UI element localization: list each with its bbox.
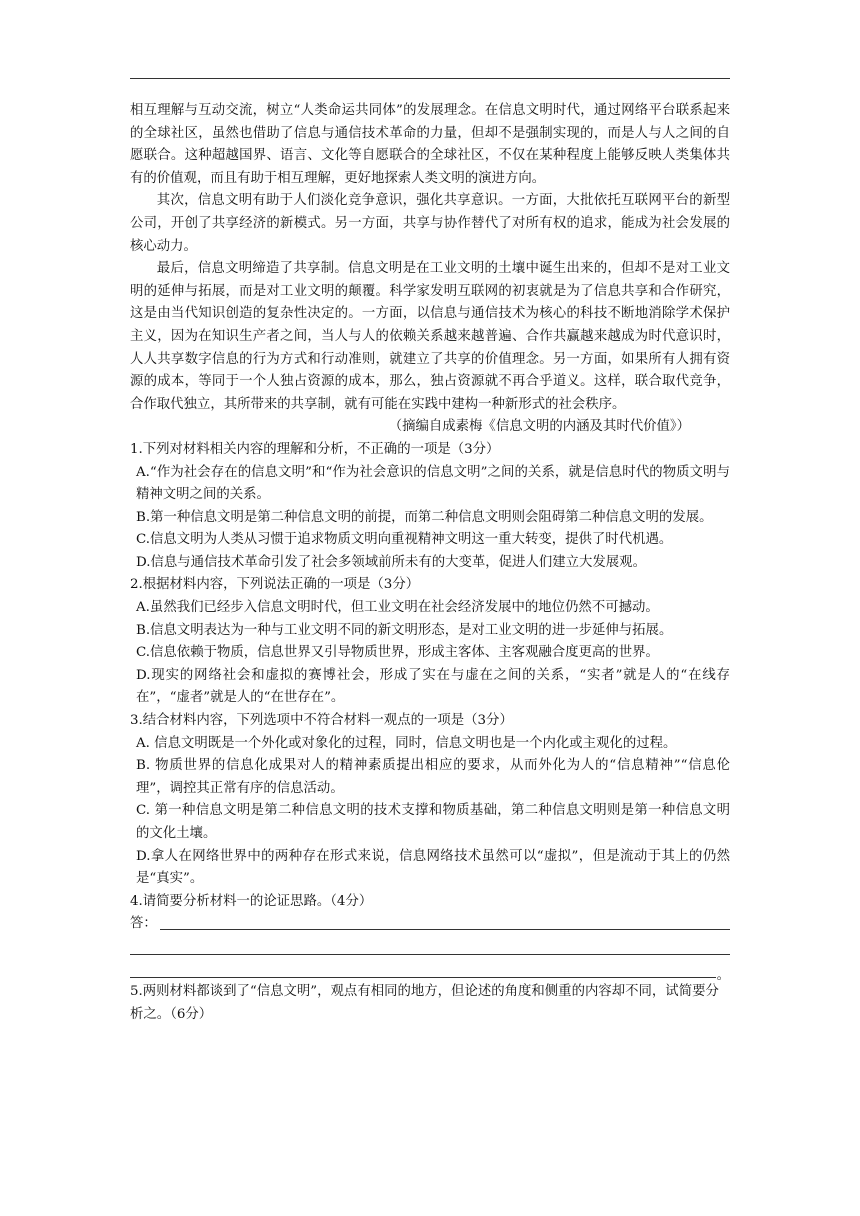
question-1-option-c: C.信息文明为人类从习惯于追求物质文明向重视精神文明这一重大转变，提供了时代机遇。 [136, 532, 673, 548]
question-2-option-a: A.虽然我们已经步入信息文明时代，但工业文明在社会经济发展中的地位仍然不可撼动。 [136, 600, 659, 616]
answer-underline-2 [130, 954, 730, 955]
question-2-option-d: D.现实的网络社会和虚拟的赛博社会，形成了实在与虚在之间的关系，“实者”就是人的“在线存在”，“虚者”就是人的“在世存在”。 [136, 667, 730, 706]
question-3-option-d: D.拿人在网络世界中的两种存在形式来说，信息网络技术虽然可以“虚拟”，但是流动于其上的仍然是“真实”。 [136, 848, 730, 887]
question-3-option-b: B. 物质世界的信息化成果对人的精神素质提出相应的要求，从而外化为人的“信息精神”“信息伦理”，调控其正常有序的信息活动。 [136, 758, 730, 796]
passage-paragraph-3: 最后，信息文明缔造了共享制。信息文明是在工业文明的土壤中诞生出来的，但却不是对工业文明的延伸与拓展，而是对工业文明的颠覆。科学家发明互联网的初衷就是为了信息共享和合作研究，这是由当代知识创造的复杂性决定的。一方面，以信息与通信技术为核心的科技不断地消除学术保护主义，因为在知识生产者之间，当人与人的依赖关系越来越普遍、合作共赢越来越成为时代意识时，人人共享数字信息的行为方式和行动准则，就建立了共享的价值理念。另一方面，如果所有人拥有资源的成本，等同于一个人独占资源的成本，那么，独占资源就不再合乎道义。这样，联合取代竞争，合作取代独立，其所带来的共享制，就有可能在实践中建构一种新形式的社会秩序。 [130, 261, 730, 412]
answer-end-mark: 。 [716, 967, 730, 983]
answer-underline-3 [130, 977, 716, 978]
question-5-stem: 5.两则材料都谈到了“信息文明”，观点有相同的地方，但论述的角度和侧重的内容却不同，试简要分析之。（6分） [130, 984, 719, 1022]
header-rule [130, 78, 730, 79]
question-3-option-a: A. 信息文明既是一个外化或对象化的过程，同时，信息文明也是一个内化或主观化的过程。 [136, 735, 677, 751]
question-2-stem: 2.根据材料内容，下列说法正确的一项是（3分） [130, 577, 420, 593]
answer-label: 答： [130, 916, 157, 932]
passage-paragraph-2: 其次，信息文明有助于人们淡化竞争意识，强化共享意识。一方面，大批依托互联网平台的新型公司，开创了共享经济的新模式。另一方面，共享与协作替代了对所有权的追求，能成为社会发展的核心动力。 [130, 193, 730, 254]
answer-line-1[interactable] [130, 913, 730, 936]
question-1-option-d: D.信息与通信技术革命引发了社会多领域前所未有的大变革，促进人们建立大发展观。 [136, 554, 646, 570]
exam-page-content [130, 100, 730, 1026]
answer-underline-1 [160, 929, 730, 930]
question-3-stem: 3.结合材料内容，下列选项中不符合材料一观点的一项是（3分） [130, 713, 513, 729]
question-1-option-b: B.第一种信息文明是第二种信息文明的前提，而第二种信息文明则会阻碍第二种信息文明的发展。 [136, 509, 713, 525]
passage-paragraph-1: 相互理解与互动交流，树立“人类命运共同体”的发展理念。在信息文明时代，通过网络平台联系起来的全球社区，虽然也借助了信息与通信技术革命的力量，但却不是强制实现的，而是人与人之间的自愿联合。这种超越国界、语言、文化等自愿联合的全球社区，不仅在某种程度上能够反映人类集体共有的价值观，而且有助于相互理解，更好地探索人类文明的演进方向。 [130, 103, 730, 186]
question-3-option-c: C. 第一种信息文明是第二种信息文明的技术支撑和物质基础，第二种信息文明则是第一种信息文明的文化土壤。 [136, 803, 730, 841]
question-1-option-a: A.“作为社会存在的信息文明”和“作为社会意识的信息文明”之间的关系，就是信息时代的物质文明与精神文明之间的关系。 [136, 464, 730, 503]
answer-line-3[interactable] [130, 959, 730, 982]
question-2-option-b: B.信息文明表达为一种与工业文明不同的新文明形态，是对工业文明的进一步延伸与拓展。 [136, 622, 673, 638]
passage-source: （摘编自成素梅《信息文明的内涵及其时代价值》） [388, 419, 690, 435]
question-2-option-c: C.信息依赖于物质，信息世界又引导物质世界，形成主客体、主客观融合度更高的世界。 [136, 645, 659, 661]
answer-line-2[interactable] [130, 936, 730, 959]
question-4-stem: 4.请简要分析材料一的论证思路。（4分） [130, 893, 373, 909]
question-1-stem: 1.下列对材料相关内容的理解和分析，不正确的一项是（3分） [130, 441, 500, 457]
